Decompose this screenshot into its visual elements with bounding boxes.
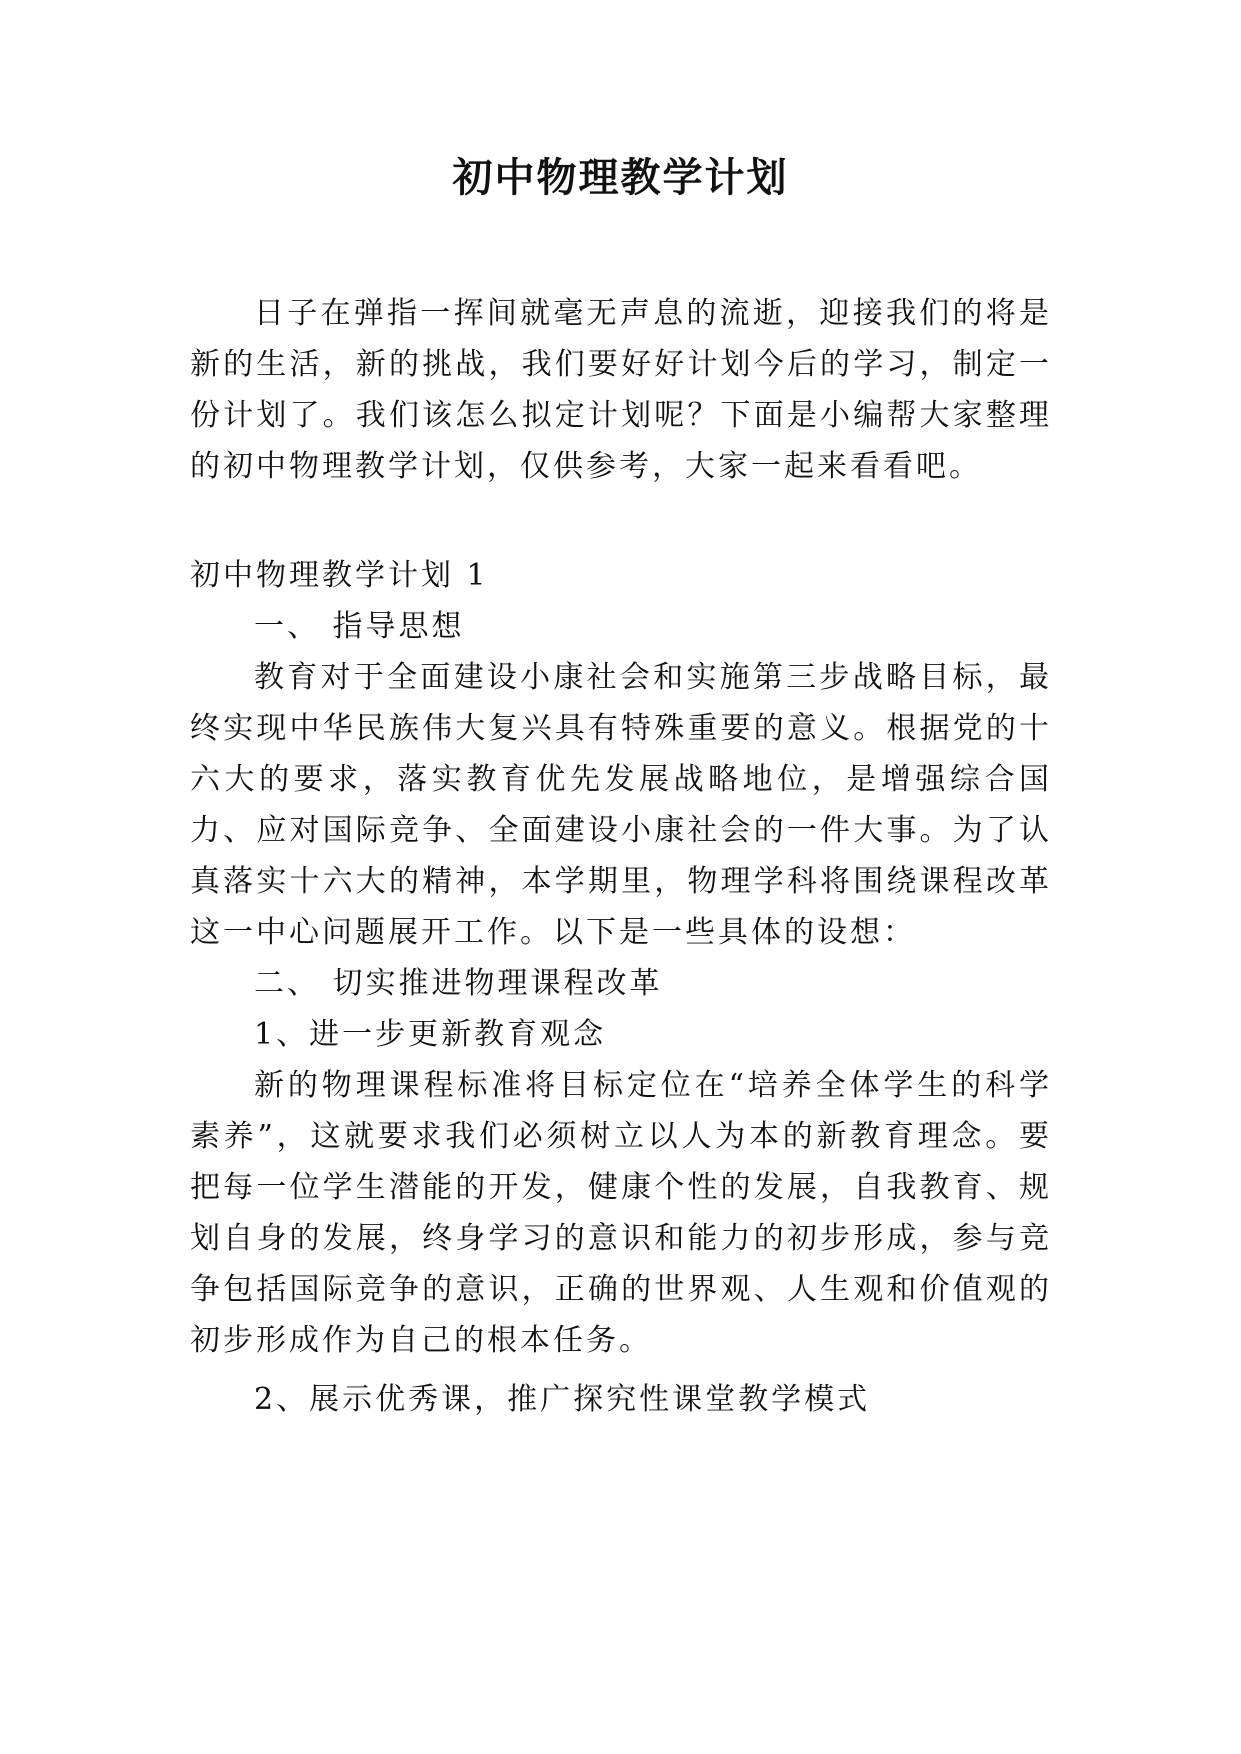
- heading-guiding-ideology: 一、 指导思想: [254, 609, 465, 644]
- intro-paragraph: 日子在弹指一挥间就毫无声息的流逝，迎接我们的将是新的生活，新的挑战，我们要好好计划今后的学习，制定一份计划了。我们该怎么拟定计划呢？下面是小编帮大家整理的初中物理教学计划，仅供参考，大家一起来看看吧。: [190, 296, 1052, 484]
- document-body: [190, 288, 1052, 1425]
- document-title: 初中物理教学计划: [452, 154, 789, 201]
- subheading-showcase-lessons: 2、展示优秀课，推广探究性课堂教学模式: [254, 1382, 871, 1417]
- paragraph-update-concepts: 新的物理课程标准将目标定位在“培养全体学生的科学素养”，这就要求我们必须树立以人为本的新教育理念。要把每一位学生潜能的开发，健康个性的发展，自我教育、规划自身的发展，终身学习的意识和能力的初步形成，参与竞争包括国际竞争的意识，正确的世界观、人生观和价值观的初步形成作为自己的根本任务。: [190, 1068, 1052, 1358]
- subheading-update-concepts: 1、进一步更新教育观念: [254, 1017, 607, 1052]
- paragraph-guiding-ideology: 教育对于全面建设小康社会和实施第三步战略目标，最终实现中华民族伟大复兴具有特殊重要的意义。根据党的十六大的要求，落实教育优先发展战略地位，是增强综合国力、应对国际竞争、全面建设小康社会的一件大事。为了认真落实十六大的精神，本学期里，物理学科将围绕课程改革这一中心问题展开工作。以下是一些具体的设想：: [190, 660, 1052, 950]
- section-title: 初中物理教学计划 1: [190, 558, 489, 593]
- heading-curriculum-reform: 二、 切实推进物理课程改革: [254, 966, 663, 1001]
